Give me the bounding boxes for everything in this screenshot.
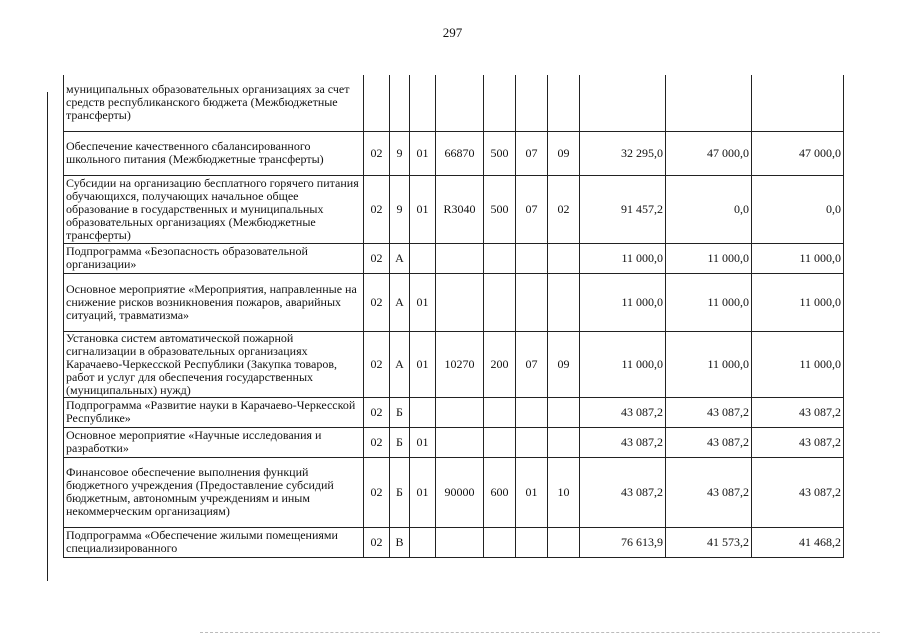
code-subprogram: Б [390, 427, 410, 457]
code-expense-type: 600 [484, 457, 516, 527]
code-subsection: 02 [548, 175, 580, 243]
code-direction [436, 397, 484, 427]
code-subsection [548, 397, 580, 427]
code-event: 01 [410, 175, 436, 243]
code-subprogram: Б [390, 457, 410, 527]
code-event: 01 [410, 331, 436, 397]
code-program: 02 [364, 397, 390, 427]
code-expense-type [484, 397, 516, 427]
code-direction: 90000 [436, 457, 484, 527]
item-description: Подпрограмма «Обеспечение жилыми помещениями специализированного [64, 527, 364, 557]
code-subprogram: 9 [390, 131, 410, 175]
amount-year-3 [752, 75, 844, 131]
amount-year-1: 43 087,2 [580, 427, 666, 457]
code-program: 02 [364, 273, 390, 331]
amount-year-1: 43 087,2 [580, 457, 666, 527]
amount-year-3: 11 000,0 [752, 243, 844, 273]
code-event [410, 75, 436, 131]
code-subsection [548, 527, 580, 557]
code-direction: 66870 [436, 131, 484, 175]
code-subsection [548, 243, 580, 273]
code-expense-type [484, 527, 516, 557]
item-description: Установка систем автоматической пожарной сигнализации в образовательных организациях Карачаево-Черкесской Республики (Закупка товаров, работ и услуг для обеспечения государственных (муниципальных) нужд) [64, 331, 364, 397]
amount-year-2: 11 000,0 [666, 273, 752, 331]
amount-year-3: 43 087,2 [752, 457, 844, 527]
code-section: 01 [516, 457, 548, 527]
item-description: Основное мероприятие «Мероприятия, направленные на снижение рисков возникновения пожаров, аварийных ситуаций, травматизма» [64, 273, 364, 331]
code-expense-type: 200 [484, 331, 516, 397]
table-row [64, 175, 844, 243]
item-description: Подпрограмма «Развитие науки в Карачаево-Черкесской Республике» [64, 397, 364, 427]
code-section: 07 [516, 131, 548, 175]
table-row [64, 131, 844, 175]
code-program [364, 75, 390, 131]
code-subprogram [390, 75, 410, 131]
code-program: 02 [364, 175, 390, 243]
amount-year-2: 43 087,2 [666, 457, 752, 527]
amount-year-3: 11 000,0 [752, 331, 844, 397]
amount-year-1: 91 457,2 [580, 175, 666, 243]
code-section [516, 243, 548, 273]
code-expense-type: 500 [484, 131, 516, 175]
amount-year-1: 11 000,0 [580, 243, 666, 273]
code-program: 02 [364, 331, 390, 397]
code-subsection [548, 75, 580, 131]
table-row [64, 75, 844, 131]
code-direction [436, 527, 484, 557]
budget-table-body [64, 75, 844, 557]
table-row [64, 397, 844, 427]
item-description: Обеспечение качественного сбалансированного школьного питания (Межбюджетные трансферты) [64, 131, 364, 175]
amount-year-2: 43 087,2 [666, 397, 752, 427]
item-description: Субсидии на организацию бесплатного горячего питания обучающихся, получающих начальное общее образование в государственных и муниципальных образовательных организациях (Межбюджетные трансферты) [64, 175, 364, 243]
amount-year-1: 11 000,0 [580, 331, 666, 397]
left-margin-rule [47, 92, 48, 581]
code-direction [436, 243, 484, 273]
code-section [516, 427, 548, 457]
item-description: муниципальных образовательных организациях за счет средств республиканского бюджета (Межбюджетные трансферты) [64, 75, 364, 131]
amount-year-3: 43 087,2 [752, 397, 844, 427]
bottom-scan-line [200, 632, 880, 633]
code-event [410, 527, 436, 557]
code-event: 01 [410, 273, 436, 331]
item-description: Подпрограмма «Безопасность образовательной организации» [64, 243, 364, 273]
code-expense-type: 500 [484, 175, 516, 243]
code-direction [436, 75, 484, 131]
code-program: 02 [364, 131, 390, 175]
table-row [64, 527, 844, 557]
budget-table [63, 75, 844, 558]
code-subprogram: А [390, 243, 410, 273]
amount-year-1: 43 087,2 [580, 397, 666, 427]
code-subsection [548, 427, 580, 457]
amount-year-1: 32 295,0 [580, 131, 666, 175]
code-subprogram: А [390, 331, 410, 397]
code-expense-type [484, 75, 516, 131]
item-description: Основное мероприятие «Научные исследования и разработки» [64, 427, 364, 457]
code-section [516, 527, 548, 557]
code-section: 07 [516, 175, 548, 243]
code-program: 02 [364, 527, 390, 557]
code-expense-type [484, 243, 516, 273]
code-subsection [548, 273, 580, 331]
code-subsection: 09 [548, 131, 580, 175]
amount-year-3: 0,0 [752, 175, 844, 243]
code-event: 01 [410, 131, 436, 175]
amount-year-2: 11 000,0 [666, 243, 752, 273]
amount-year-2: 43 087,2 [666, 427, 752, 457]
amount-year-2: 41 573,2 [666, 527, 752, 557]
table-row [64, 273, 844, 331]
code-event [410, 397, 436, 427]
amount-year-3: 11 000,0 [752, 273, 844, 331]
amount-year-1 [580, 75, 666, 131]
amount-year-3: 47 000,0 [752, 131, 844, 175]
code-program: 02 [364, 243, 390, 273]
code-direction: R3040 [436, 175, 484, 243]
table-row [64, 331, 844, 397]
amount-year-3: 43 087,2 [752, 427, 844, 457]
code-section [516, 75, 548, 131]
amount-year-2: 47 000,0 [666, 131, 752, 175]
code-expense-type [484, 273, 516, 331]
code-subsection: 10 [548, 457, 580, 527]
code-section: 07 [516, 331, 548, 397]
code-direction [436, 273, 484, 331]
code-subprogram: 9 [390, 175, 410, 243]
code-event: 01 [410, 427, 436, 457]
code-subprogram: В [390, 527, 410, 557]
table-row [64, 243, 844, 273]
amount-year-2: 11 000,0 [666, 331, 752, 397]
code-expense-type [484, 427, 516, 457]
code-subsection: 09 [548, 331, 580, 397]
item-description: Финансовое обеспечение выполнения функций бюджетного учреждения (Предоставление субсидий бюджетным, автономным учреждениям и иным некоммерческим организациям) [64, 457, 364, 527]
code-subprogram: А [390, 273, 410, 331]
code-program: 02 [364, 457, 390, 527]
code-section [516, 397, 548, 427]
amount-year-1: 76 613,9 [580, 527, 666, 557]
code-direction: 10270 [436, 331, 484, 397]
code-event: 01 [410, 457, 436, 527]
code-event [410, 243, 436, 273]
code-section [516, 273, 548, 331]
code-program: 02 [364, 427, 390, 457]
code-direction [436, 427, 484, 457]
amount-year-3: 41 468,2 [752, 527, 844, 557]
amount-year-1: 11 000,0 [580, 273, 666, 331]
table-row [64, 427, 844, 457]
code-subprogram: Б [390, 397, 410, 427]
table-row [64, 457, 844, 527]
amount-year-2: 0,0 [666, 175, 752, 243]
page-number: 297 [442, 25, 463, 40]
amount-year-2 [666, 75, 752, 131]
